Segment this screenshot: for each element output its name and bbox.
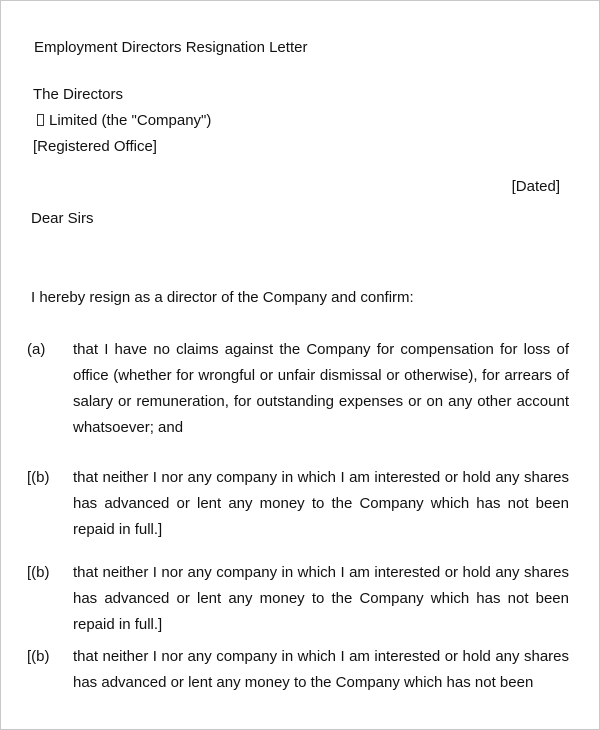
- company-name-text: Limited (the "Company"): [49, 112, 212, 129]
- salutation: Dear Sirs: [31, 210, 94, 227]
- address-line-company: [37, 112, 211, 129]
- clause-text: that neither I nor any company in which I am interested or hold any shares has advanced or lent any money to the Company which has not been repaid in full.]: [73, 469, 569, 538]
- date-line: [Dated]: [511, 178, 560, 195]
- clause-text: that I have no claims against the Company for compensation for loss of office (whether for wrongful or unfair dismissal or otherwise), for arrears of salary or remuneration, for outstanding expenses or on any other account whatsoever; and: [73, 341, 569, 436]
- clause-text: that neither I nor any company in which I am interested or hold any shares has advanced or lent any money to the Company which has not been repaid in full.]: [73, 564, 569, 633]
- intro-paragraph: I hereby resign as a director of the Company and confirm:: [31, 289, 414, 306]
- clause-label: (a): [27, 341, 46, 358]
- placeholder-box-icon: [37, 114, 44, 126]
- clause-label: [(b): [27, 469, 50, 486]
- clause-label: [(b): [27, 564, 50, 581]
- clause-text: that neither I nor any company in which I am interested or hold any shares has advanced or lent any money to the Company which has not been: [73, 648, 569, 691]
- clause-label: [(b): [27, 648, 50, 665]
- address-line-office: [Registered Office]: [33, 138, 157, 155]
- address-line-directors: The Directors: [33, 86, 124, 103]
- document-title: Employment Directors Resignation Letter: [34, 39, 308, 56]
